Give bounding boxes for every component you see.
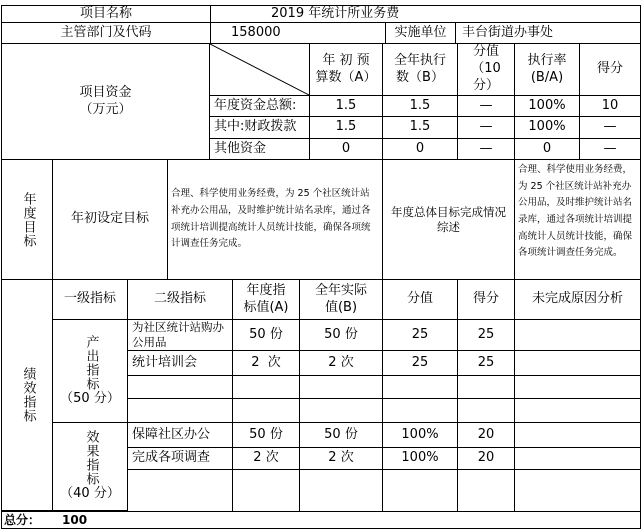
effect-row-score-value: 100% [383,423,458,448]
funds-section-label: 项目资金 （万元） [1,44,210,160]
effect-group-cell [53,423,128,511]
funds-col-rate: 执行率 (B/A) [515,44,580,96]
perf-col-score-value: 分值 [383,280,458,320]
empty-cell [128,470,233,511]
funds-col-executed: 全年执行 数（B） [383,44,458,96]
output-row-actual: 2 次 [300,351,383,376]
funds-col-score: 得分 [580,44,641,96]
fund-row-label: 其中:财政拨款 [210,117,310,139]
goals-initial-label: 年初设定目标 [53,160,168,280]
funds-col-budget: 年 初 预 算数（A） [310,44,383,96]
output-row-actual: 50 份 [300,320,383,351]
goals-section-label: 年度目标 [1,160,53,280]
perf-col-score: 得分 [458,280,515,320]
effect-row-target: 50 份 [233,423,300,448]
dept-code-value: 158000 [211,23,386,44]
output-group-cell [53,320,128,423]
empty-cell [233,470,300,511]
fund-row-b: 0 [383,139,458,160]
empty-cell [515,376,641,399]
output-row-reason [515,351,641,376]
perf-col-actual: 全年实际 值(B) [300,280,383,320]
effect-row-reason [515,423,641,448]
output-row-score: 25 [458,320,515,351]
empty-cell [300,399,383,423]
fund-row-score-value: — [458,139,515,160]
fund-row-a: 1.5 [310,96,383,117]
fund-row-score: 10 [580,96,641,117]
perf-col-reason: 未完成原因分析 [515,280,641,320]
empty-cell [233,376,300,399]
fund-row-b: 1.5 [383,117,458,139]
fund-row-label: 年度资金总额: [210,96,310,117]
perf-col-level1: 一级指标 [53,280,128,320]
effect-row-target: 2 次 [233,448,300,470]
empty-cell [300,470,383,511]
effect-group-label: 效果指标 [83,430,99,487]
empty-cell [458,399,515,423]
empty-cell [128,376,233,399]
effect-group-score: （40 分） [60,486,120,502]
effect-row-score: 20 [458,448,515,470]
goals-completion-text: 合理、科学使用业务经费，为 25 个社区统计站补充办公用品，及时维护统计站名录库，通过各项统计培训提高统计人员统计技能，确保各项统计调查任务完成。 [515,160,641,280]
effect-row-actual: 50 份 [300,423,383,448]
goals-initial-text: 合理、科学使用业务经费，为 25 个社区统计站补充办公用品，及时维护统计站名录库，通过各项统计培训提高统计人员统计技能，确保各项统计调查任务完成。 [168,160,383,280]
effect-row-score-value: 100% [383,448,458,470]
diagonal-line [210,44,310,96]
dept-label: 主管部门及代码 [1,23,211,44]
output-row-score: 25 [458,351,515,376]
fund-row-label: 其他资金 [210,139,310,160]
output-row-name: 为社区统计站购办公用品 [128,320,233,351]
output-row-target: 50 份 [233,320,300,351]
total-label: 总分： [4,513,41,527]
empty-cell [383,376,458,399]
effect-row-score: 20 [458,423,515,448]
project-name-label: 项目名称 [1,5,211,23]
empty-cell [383,399,458,423]
fund-row-rate: 0 [515,139,580,160]
effect-row-reason [515,448,641,470]
performance-section-label: 绩效指标 [1,280,53,511]
perf-col-target: 年度指 标值(A) [233,280,300,320]
fund-row-rate: 100% [515,96,580,117]
project-name-value: 2019 年统计所业务费 [211,5,641,23]
total-value: 100 [62,513,88,527]
total-row-content [4,511,109,528]
impl-unit-label: 实施单位 [386,23,456,44]
fund-row-b: 1.5 [383,96,458,117]
output-row-reason [515,320,641,351]
goals-completion-label: 年度总体目标完成情况综述 [383,160,515,280]
fund-row-a: 1.5 [310,117,383,139]
empty-cell [300,376,383,399]
effect-row-name: 保障社区办公 [128,423,233,448]
perf-col-level2: 二级指标 [128,280,233,320]
output-group-label: 产出指标 [83,334,99,391]
empty-cell [383,470,458,511]
funds-col-score-value: 分值 （10 分） [458,44,515,96]
fund-row-rate: 100% [515,117,580,139]
fund-row-score: — [580,139,641,160]
empty-cell [458,470,515,511]
empty-cell [128,399,233,423]
fund-row-score: — [580,117,641,139]
empty-cell [458,376,515,399]
fund-row-score-value: — [458,96,515,117]
effect-row-actual: 2 次 [300,448,383,470]
impl-unit-value: 丰台街道办事处 [456,23,641,44]
output-row-score-value: 25 [383,320,458,351]
empty-cell [515,399,641,423]
fund-row-score-value: — [458,117,515,139]
funds-diagonal-cell [210,44,310,96]
output-row-name: 统计培训会 [128,351,233,376]
empty-cell [233,399,300,423]
fund-row-a: 0 [310,139,383,160]
output-row-score-value: 25 [383,351,458,376]
output-group-score: （50 分） [60,390,120,406]
effect-row-name: 完成各项调查 [128,448,233,470]
output-row-target: 2 次 [233,351,300,376]
empty-cell [515,470,641,511]
